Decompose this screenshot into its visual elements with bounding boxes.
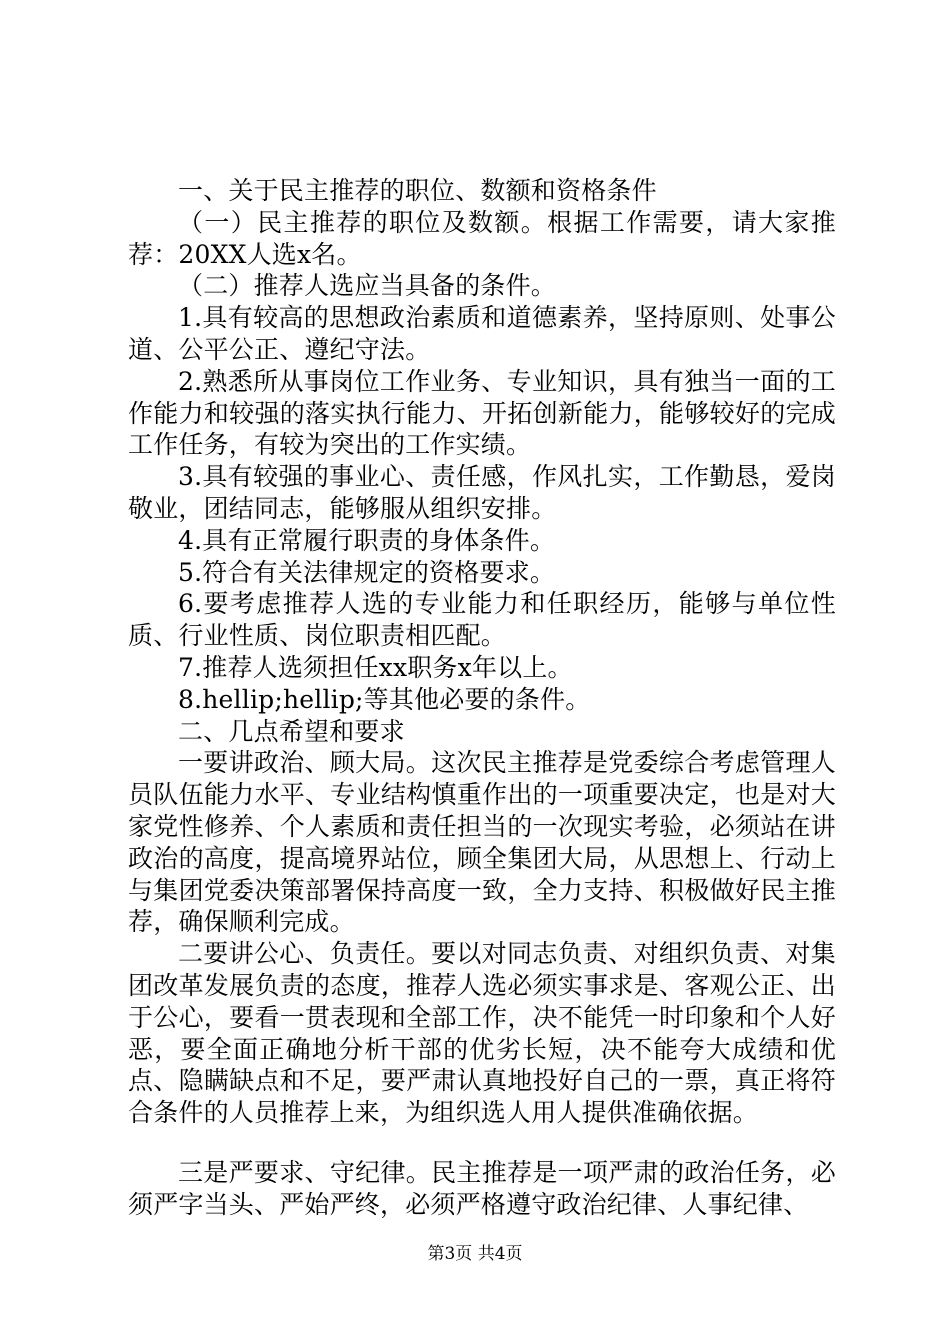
condition-item-6: 6.要考虑推荐人选的专业能力和任职经历，能够与单位性质、行业性质、岗位职责相匹配。 xyxy=(128,589,836,651)
condition-item-8: 8.hellip;hellip;等其他必要的条件。 xyxy=(178,684,591,714)
heading-section-2: 二、几点希望和要求 xyxy=(178,716,405,746)
requirement-1: 一要讲政治、顾大局。这次民主推荐是党委综合考虑管理人员队伍能力水平、专业结构慎重作出的一项重要决定，也是对大家党性修养、个人素质和责任担当的一次现实考验，必须站在讲政治的高度，提高境界站位，顾全集团大局，从思想上、行动上与集团党委决策部署保持高度一致，全力支持、积极做好民主推荐，确保顺利完成。 xyxy=(128,748,836,937)
condition-item-3: 3.具有较强的事业心、责任感，作风扎实，工作勤恳，爱岗敬业，团结同志，能够服从组织安排。 xyxy=(128,462,836,523)
paragraph-positions: （一）民主推荐的职位及数额。根据工作需要，请大家推荐：20XX人选x名。 xyxy=(128,207,836,269)
paragraph-gap xyxy=(128,1129,836,1157)
condition-item-2: 2.熟悉所从事岗位工作业务、专业知识，具有独当一面的工作能力和较强的落实执行能力、开拓创新能力，能够较好的完成工作任务，有较为突出的工作实绩。 xyxy=(128,366,836,460)
requirement-2: 二要讲公心、负责任。要以对同志负责、对组织负责、对集团改革发展负责的态度，推荐人选必须实事求是、客观公正、出于公心，要看一贯表现和全部工作，决不能凭一时印象和个人好恶，要全面正确地分析干部的优劣长短，决不能夸大成绩和优点、隐瞒缺点和不足，要严肃认真地投好自己的一票，真正将符合条件的人员推荐上来，为组织选人用人提供准确依据。 xyxy=(128,939,836,1128)
condition-item-1: 1.具有较高的思想政治素质和道德素养，坚持原则、处事公道、公平公正、遵纪守法。 xyxy=(128,303,836,364)
heading-section-1: 一、关于民主推荐的职位、数额和资格条件 xyxy=(178,176,657,205)
page-footer: 第3页 共4页 xyxy=(427,1244,523,1264)
condition-item-4: 4.具有正常履行职责的身体条件。 xyxy=(178,525,556,555)
requirement-3: 三是严要求、守纪律。民主推荐是一项严肃的政治任务，必须严字当头、严始严终，必须严格遵守政治纪律、人事纪律、 xyxy=(128,1157,836,1219)
paragraph-conditions-title: （二）推荐人选应当具备的条件。 xyxy=(178,271,557,301)
document-body xyxy=(128,175,836,1221)
condition-item-5: 5.符合有关法律规定的资格要求。 xyxy=(178,557,556,587)
condition-item-7: 7.推荐人选须担任xx职务x年以上。 xyxy=(178,652,573,682)
